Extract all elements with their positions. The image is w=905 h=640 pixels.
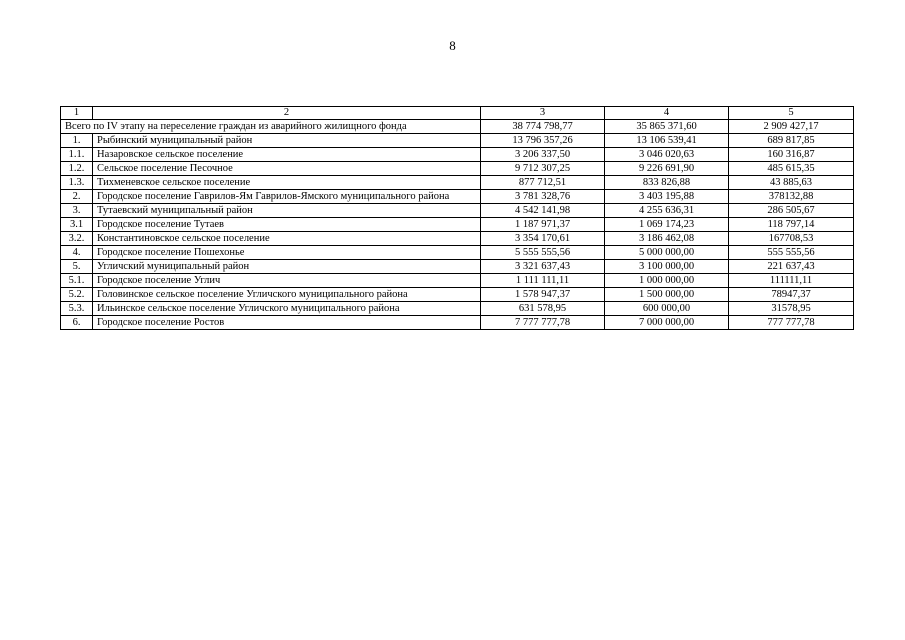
row-col3: 9 712 307,25: [481, 162, 605, 176]
row-number: 3.2.: [61, 232, 93, 246]
table-row: [61, 190, 854, 204]
table-body: [61, 134, 854, 330]
row-col5: 160 316,87: [729, 148, 854, 162]
row-col4: 3 186 462,08: [605, 232, 729, 246]
row-col5: 78947,37: [729, 288, 854, 302]
row-col5: 485 615,35: [729, 162, 854, 176]
row-number: 1.2.: [61, 162, 93, 176]
header-cell-1: 1: [61, 107, 93, 120]
table-row: [61, 288, 854, 302]
row-col5: 777 777,78: [729, 316, 854, 330]
row-col3: 3 781 328,76: [481, 190, 605, 204]
resettlement-funding-table: [60, 106, 854, 330]
total-row: [61, 120, 854, 134]
row-name: Городское поселение Ростов: [93, 316, 481, 330]
row-number: 5.2.: [61, 288, 93, 302]
total-col5: 2 909 427,17: [729, 120, 854, 134]
row-col4: 13 106 539,41: [605, 134, 729, 148]
row-name: Рыбинский муниципальный район: [93, 134, 481, 148]
table-row: [61, 232, 854, 246]
row-col4: 4 255 636,31: [605, 204, 729, 218]
table-row: [61, 302, 854, 316]
row-col3: 1 187 971,37: [481, 218, 605, 232]
row-name: Городское поселение Углич: [93, 274, 481, 288]
row-name: Угличский муниципальный район: [93, 260, 481, 274]
table-row: [61, 134, 854, 148]
table-row: [61, 316, 854, 330]
row-col3: 13 796 357,26: [481, 134, 605, 148]
row-col3: 1 578 947,37: [481, 288, 605, 302]
row-name: Городское поселение Гаврилов-Ям Гаврилов-Ямского муниципального района: [93, 190, 481, 204]
row-name: Головинское сельское поселение Угличского муниципального района: [93, 288, 481, 302]
row-col5: 111111,11: [729, 274, 854, 288]
header-cell-2: 2: [93, 107, 481, 120]
row-col3: 3 206 337,50: [481, 148, 605, 162]
total-label: Всего по IV этапу на переселение граждан из аварийного жилищного фонда: [61, 120, 481, 134]
table-row: [61, 148, 854, 162]
row-name: Константиновское сельское поселение: [93, 232, 481, 246]
row-number: 5.3.: [61, 302, 93, 316]
row-col4: 9 226 691,90: [605, 162, 729, 176]
table-row: [61, 246, 854, 260]
table-header-row: [61, 107, 854, 120]
header-cell-3: 3: [481, 107, 605, 120]
row-number: 5.1.: [61, 274, 93, 288]
row-number: 2.: [61, 190, 93, 204]
row-col3: 631 578,95: [481, 302, 605, 316]
row-col4: 7 000 000,00: [605, 316, 729, 330]
row-col4: 1 000 000,00: [605, 274, 729, 288]
row-name: Городское поселение Тутаев: [93, 218, 481, 232]
table-row: [61, 176, 854, 190]
row-col4: 1 500 000,00: [605, 288, 729, 302]
table-row: [61, 162, 854, 176]
row-name: Городское поселение Пошехонье: [93, 246, 481, 260]
row-col3: 877 712,51: [481, 176, 605, 190]
table-row: [61, 218, 854, 232]
page-number: 8: [449, 38, 456, 53]
row-col3: 5 555 555,56: [481, 246, 605, 260]
row-number: 1.3.: [61, 176, 93, 190]
row-number: 5.: [61, 260, 93, 274]
row-col4: 1 069 174,23: [605, 218, 729, 232]
row-col3: 3 354 170,61: [481, 232, 605, 246]
row-col4: 3 046 020,63: [605, 148, 729, 162]
row-number: 3.: [61, 204, 93, 218]
row-name: Ильинское сельское поселение Угличского муниципального района: [93, 302, 481, 316]
row-name: Тихменевское сельское поселение: [93, 176, 481, 190]
row-col3: 7 777 777,78: [481, 316, 605, 330]
row-col5: 689 817,85: [729, 134, 854, 148]
header-cell-5: 5: [729, 107, 854, 120]
row-col5: 167708,53: [729, 232, 854, 246]
row-col5: 221 637,43: [729, 260, 854, 274]
row-number: 1.: [61, 134, 93, 148]
row-col3: 1 111 111,11: [481, 274, 605, 288]
table-row: [61, 274, 854, 288]
row-name: Тутаевский муниципальный район: [93, 204, 481, 218]
row-col3: 3 321 637,43: [481, 260, 605, 274]
row-number: 4.: [61, 246, 93, 260]
row-col5: 286 505,67: [729, 204, 854, 218]
row-col4: 833 826,88: [605, 176, 729, 190]
row-number: 1.1.: [61, 148, 93, 162]
row-col5: 118 797,14: [729, 218, 854, 232]
row-col4: 3 100 000,00: [605, 260, 729, 274]
table-row: [61, 260, 854, 274]
row-col5: 43 885,63: [729, 176, 854, 190]
header-cell-4: 4: [605, 107, 729, 120]
row-col5: 555 555,56: [729, 246, 854, 260]
row-name: Сельское поселение Песочное: [93, 162, 481, 176]
row-number: 3.1: [61, 218, 93, 232]
row-col4: 5 000 000,00: [605, 246, 729, 260]
row-col5: 378132,88: [729, 190, 854, 204]
row-number: 6.: [61, 316, 93, 330]
row-col4: 3 403 195,88: [605, 190, 729, 204]
total-col4: 35 865 371,60: [605, 120, 729, 134]
total-col3: 38 774 798,77: [481, 120, 605, 134]
row-name: Назаровское сельское поселение: [93, 148, 481, 162]
table-row: [61, 204, 854, 218]
row-col3: 4 542 141,98: [481, 204, 605, 218]
row-col4: 600 000,00: [605, 302, 729, 316]
row-col5: 31578,95: [729, 302, 854, 316]
